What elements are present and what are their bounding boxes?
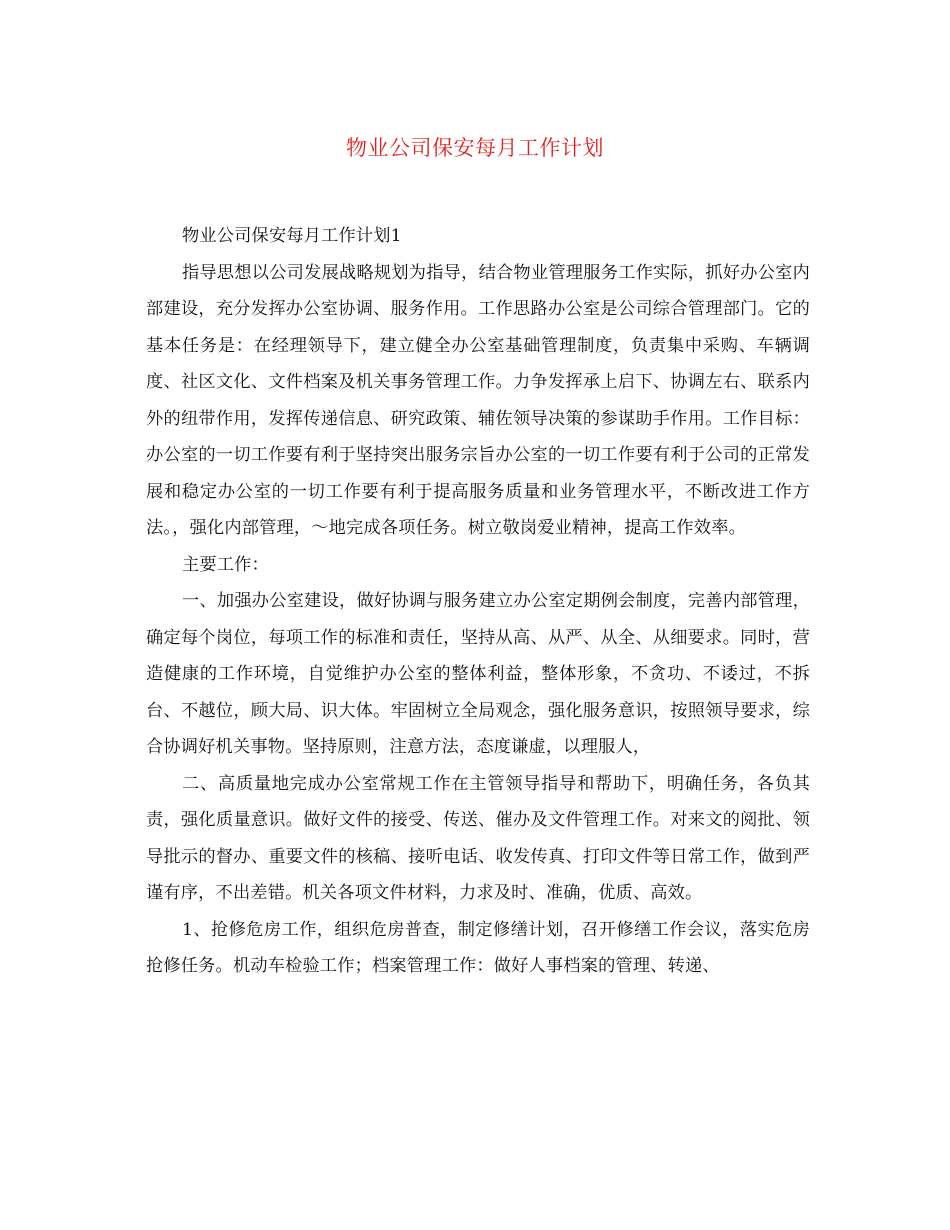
- paragraph-guiding-ideas: 指导思想以公司发展战略规划为指导，结合物业管理服务工作实际，抓好办公室内部建设，充分发挥办公室协调、服务作用。工作思路办公室是公司综合管理部门。它的基本任务是：在经理领导下，建立健全办公室基础管理制度，负责集中采购、车辆调度、社区文化、文件档案及机关事务管理工作。力争发挥承上启下、协调左右、联系内外的纽带作用，发挥传递信息、研究政策、辅佐领导决策的参谋助手作用。工作目标：办公室的一切工作要有利于坚持突出服务宗旨办公室的一切工作要有利于公司的正常发展和稳定办公室的一切工作要有利于提高服务质量和业务管理水平，不断改进工作方法。，强化内部管理，～地完成各项任务。树立敬岗爱业精神，提高工作效率。: [146, 262, 810, 538]
- document-body: [146, 218, 810, 985]
- paragraph-subtitle: 物业公司保安每月工作计划1: [182, 226, 402, 246]
- paragraph-office-construction: 一、加强办公室建设，做好协调与服务建立办公室定期例会制度，完善内部管理，确定每个岗位，每项工作的标准和责任，坚持从高、从严、从全、从细要求。同时，营造健康的工作环境，自觉维护办公室的整体利益，整体形象，不贪功、不诿过，不拆台、不越位，顾大局、识大体。牢固树立全局观念，强化服务意识，按照领导要求，综合协调好机关事物。坚持原则，注意方法，态度谦虚，以理服人，: [146, 591, 810, 757]
- paragraph-routine-work: 二、高质量地完成办公室常规工作在主管领导指导和帮助下，明确任务，各负其责，强化质量意识。做好文件的接受、传送、催办及文件管理工作。对来文的阅批、领导批示的督办、重要文件的核稿、接听电话、收发传真、打印文件等日常工作，做到严谨有序，不出差错。机关各项文件材料，力求及时、准确，优质、高效。: [146, 773, 810, 903]
- paragraph-item-1: 1、抢修危房工作，组织危房普查，制定修缮计划，召开修缮工作会议，落实危房抢修任务。机动车检验工作；档案管理工作：做好人事档案的管理、转递、: [146, 919, 810, 976]
- document-title: 物业公司保安每月工作计划: [346, 136, 604, 160]
- paragraph-main-work-heading: 主要工作：: [182, 554, 269, 575]
